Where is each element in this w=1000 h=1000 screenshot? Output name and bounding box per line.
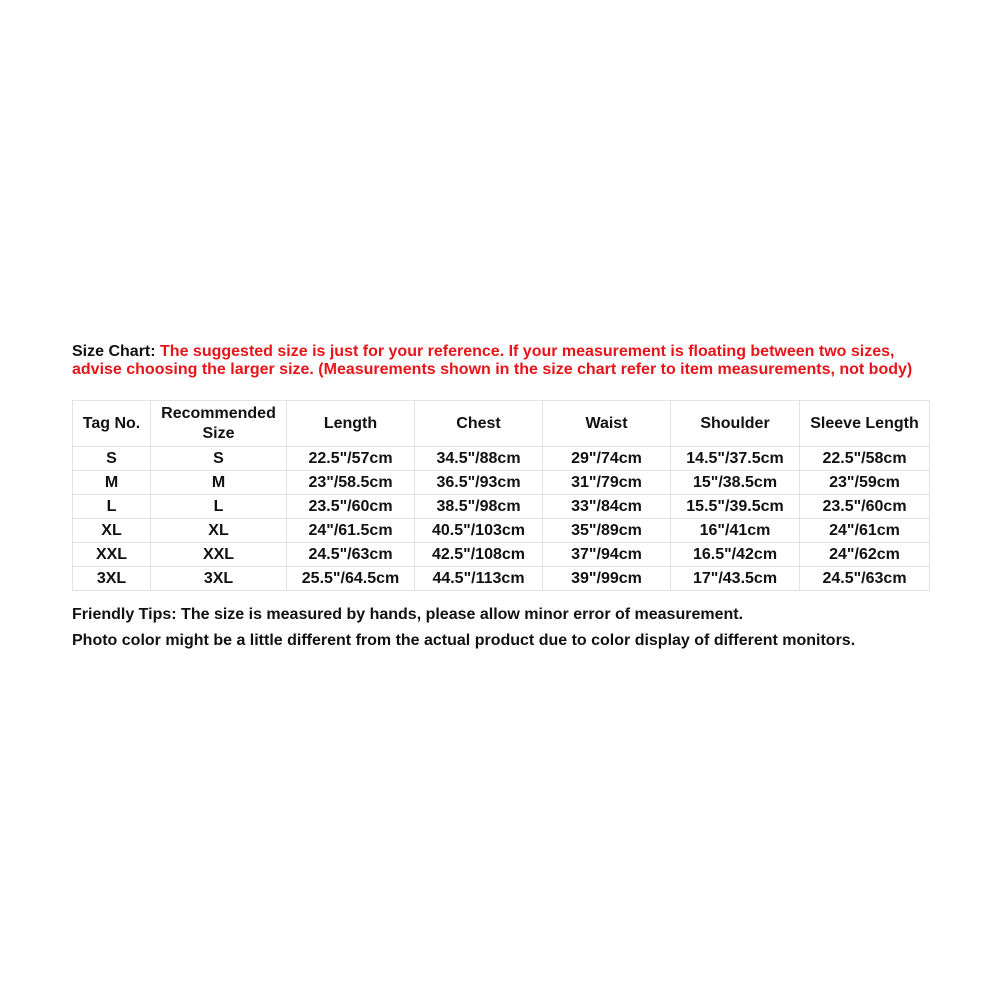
cell-length: 23.5"/60cm xyxy=(287,495,415,519)
cell-tag-no: XL xyxy=(73,519,151,543)
cell-shoulder: 14.5"/37.5cm xyxy=(671,447,800,471)
cell-tag-no: M xyxy=(73,471,151,495)
header-length: Length xyxy=(287,401,415,447)
table-row xyxy=(73,471,930,495)
cell-chest: 36.5"/93cm xyxy=(415,471,543,495)
cell-length: 25.5"/64.5cm xyxy=(287,567,415,591)
cell-waist: 35"/89cm xyxy=(543,519,671,543)
header-waist: Waist xyxy=(543,401,671,447)
cell-chest: 44.5"/113cm xyxy=(415,567,543,591)
cell-sleeve-length: 24"/62cm xyxy=(800,543,930,567)
friendly-tips xyxy=(72,606,972,658)
table-row xyxy=(73,519,930,543)
cell-shoulder: 15"/38.5cm xyxy=(671,471,800,495)
cell-sleeve-length: 24.5"/63cm xyxy=(800,567,930,591)
cell-shoulder: 16"/41cm xyxy=(671,519,800,543)
header-sleeve-length: Sleeve Length xyxy=(800,401,930,447)
table-row xyxy=(73,543,930,567)
header-chest: Chest xyxy=(415,401,543,447)
size-table xyxy=(72,400,930,591)
cell-recommended-size: XXL xyxy=(151,543,287,567)
cell-shoulder: 15.5"/39.5cm xyxy=(671,495,800,519)
cell-waist: 39"/99cm xyxy=(543,567,671,591)
table-header-row xyxy=(73,401,930,447)
header-recommended-size: Recommended Size xyxy=(151,401,287,447)
cell-recommended-size: XL xyxy=(151,519,287,543)
size-chart-label: Size Chart: xyxy=(72,343,156,360)
cell-chest: 34.5"/88cm xyxy=(415,447,543,471)
cell-waist: 29"/74cm xyxy=(543,447,671,471)
cell-recommended-size: S xyxy=(151,447,287,471)
cell-tag-no: 3XL xyxy=(73,567,151,591)
cell-recommended-size: M xyxy=(151,471,287,495)
header-tag-no: Tag No. xyxy=(73,401,151,447)
size-chart-note: The suggested size is just for your reference. If your measurement is floating between two sizes, advise choosing the larger size. (Measurements shown in the size chart refer to item measurements, not body) xyxy=(72,343,913,378)
cell-length: 22.5"/57cm xyxy=(287,447,415,471)
cell-sleeve-length: 24"/61cm xyxy=(800,519,930,543)
table-row xyxy=(73,495,930,519)
table-row xyxy=(73,447,930,471)
cell-chest: 42.5"/108cm xyxy=(415,543,543,567)
cell-waist: 33"/84cm xyxy=(543,495,671,519)
tips-line-measurement: Friendly Tips: The size is measured by hands, please allow minor error of measurement. xyxy=(72,606,744,623)
cell-waist: 31"/79cm xyxy=(543,471,671,495)
cell-sleeve-length: 23"/59cm xyxy=(800,471,930,495)
cell-length: 23"/58.5cm xyxy=(287,471,415,495)
cell-recommended-size: 3XL xyxy=(151,567,287,591)
cell-sleeve-length: 23.5"/60cm xyxy=(800,495,930,519)
cell-recommended-size: L xyxy=(151,495,287,519)
cell-length: 24.5"/63cm xyxy=(287,543,415,567)
cell-tag-no: XXL xyxy=(73,543,151,567)
tips-line-photo-color: Photo color might be a little different from the actual product due to color display of different monitors. xyxy=(72,632,856,649)
table-row xyxy=(73,567,930,591)
cell-length: 24"/61.5cm xyxy=(287,519,415,543)
cell-sleeve-length: 22.5"/58cm xyxy=(800,447,930,471)
cell-tag-no: L xyxy=(73,495,151,519)
size-chart-intro xyxy=(72,343,932,379)
cell-tag-no: S xyxy=(73,447,151,471)
cell-shoulder: 17"/43.5cm xyxy=(671,567,800,591)
cell-chest: 40.5"/103cm xyxy=(415,519,543,543)
cell-chest: 38.5"/98cm xyxy=(415,495,543,519)
header-shoulder: Shoulder xyxy=(671,401,800,447)
cell-waist: 37"/94cm xyxy=(543,543,671,567)
cell-shoulder: 16.5"/42cm xyxy=(671,543,800,567)
